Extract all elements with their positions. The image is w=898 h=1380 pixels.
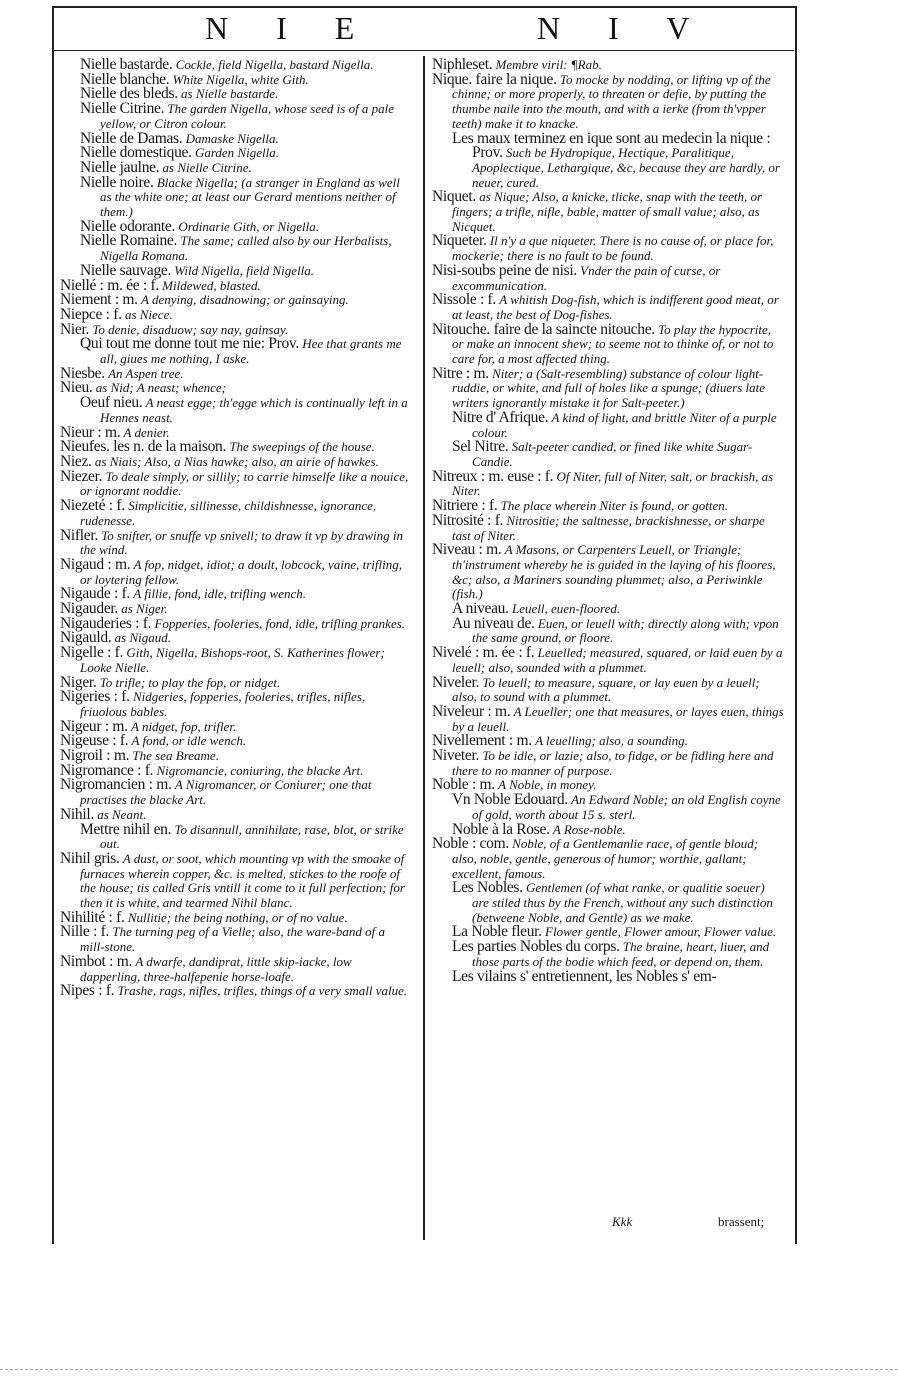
headword: Nieu. (60, 379, 93, 397)
headword: Nigauld. (60, 629, 112, 647)
gloss: The garden Nigella, whose seed is of a pale yellow, or Citron colour. (100, 101, 395, 131)
headword: Nigauder. (60, 600, 118, 618)
dictionary-entry (60, 555, 412, 587)
gloss: Trashe, rags, nifles, trifles, things of a very small value. (117, 983, 408, 999)
gloss: The sea Breame. (132, 748, 219, 764)
headword: Qui tout me donne tout me nie: Prov. (80, 335, 299, 353)
headword: Au niveau de. (452, 614, 535, 632)
headword: Niveleur : m. (432, 702, 511, 720)
headword: Nielle domestique. (80, 144, 192, 162)
gloss: Wild Nigella, field Nigella. (174, 262, 315, 278)
headword: Nitre d' Afrique. (452, 408, 549, 426)
headword: Niement : m. (60, 291, 138, 309)
gloss: A Leueller; one that measures, or layes euen, things by a leuell. (452, 703, 784, 734)
gloss: A kind of light, and brittle Niter of a purple colour. (472, 409, 777, 440)
gloss: The same; called also by our Herbalists, Nigella Romana. (100, 233, 392, 264)
gloss: Hee that grants me all, giues me nothing, I aske. (100, 336, 402, 367)
headword: Les Nobles. (452, 879, 523, 897)
dictionary-entry (60, 452, 412, 470)
gloss: Ordinarie Gith, or Nigella. (178, 218, 320, 234)
gloss: A whitish Dog-fish, which is indifferent good meat, or at least, the best of Dog-fishes. (452, 292, 779, 322)
gloss: A nidget, fop, trifler. (130, 718, 237, 734)
headword: Nihil. (60, 805, 94, 823)
headword: Niveler. (432, 673, 480, 691)
gloss: Blacke Nigella; (a stranger in England as well as the white one; at least our Gerard mentions neither of them.) (100, 174, 400, 220)
gloss: A fop, nidget, idiot; a doult, lobcock, vaine, trifling, or loytering fellow. (80, 556, 402, 587)
gloss: as Niais; Also, a Nias hawke; also, an airie of hawkes. (94, 453, 379, 469)
gloss: Flower gentle, Flower amour, Flower value. (545, 924, 777, 940)
gloss: The turning peg of a Vielle; also, the ware-band of a mill-stone. (80, 924, 385, 955)
gloss: A denier. (123, 424, 170, 440)
headword: Nier. (60, 320, 90, 338)
gloss: as Nid; A neast; whence; (95, 380, 226, 396)
gloss: as Nielle Citrine. (162, 159, 252, 175)
headword: Nille : f. (60, 923, 110, 941)
catchword: brassent; (718, 1214, 765, 1229)
dictionary-entry (432, 261, 784, 293)
headword: Niquet. (432, 188, 476, 206)
dictionary-entry (432, 646, 784, 675)
gloss: Cockle, field Nigella, bastard Nigella. (175, 57, 374, 72)
dictionary-entry (432, 881, 784, 925)
headword: Nielle sauvage. (80, 261, 172, 279)
header-rule (53, 50, 794, 51)
gloss: Il n'y a que niqueter. There is no cause of, or place for, mockerie; there is no fault to be found. (452, 233, 774, 264)
headword: Niezeté : f. (60, 497, 125, 515)
gloss: Membre viril: ¶Rab. (495, 57, 602, 72)
right-column (432, 58, 784, 984)
gloss: To mocke by nodding, or lifting vp of the chinne; or more properly, to threaten or defie, by putting the thumbe naile into the mouth, and with a ierke (from th'vpper teeth) make it to knacke. (452, 71, 771, 131)
gloss: An Edward Noble; an old English coyne of gold, worth about 15 s. sterl. (472, 792, 781, 822)
gloss: as Nigaud. (114, 630, 172, 646)
gloss: Nitrositie; the saltnesse, brackishnesse, or sharpe tast of Niter. (452, 512, 765, 543)
gloss: Gentlemen (of what ranke, or qualitie soeuer) are stiled thus by the French, without any such distinction (betweene Noble, and Gentle) as we make. (472, 880, 773, 925)
headword: Nipes : f. (60, 982, 115, 1000)
gloss: The place wherein Niter is found, or gotten. (500, 498, 729, 514)
gloss: A fond, or idle wench. (131, 733, 247, 749)
gloss: Nigromancie, coniuring, the blacke Art. (156, 762, 364, 778)
gloss: A Rose-noble. (552, 821, 626, 837)
dictionary-entry (60, 925, 412, 954)
gloss: as Niece. (124, 306, 173, 322)
gloss: Leuell, euen-floored. (511, 601, 621, 617)
dictionary-entry (60, 820, 412, 852)
dictionary-entry (432, 793, 784, 822)
dictionary-entry (60, 690, 412, 719)
headword: Nigauderies : f. (60, 614, 152, 632)
headword: Nitreux : m. euse : f. (432, 467, 554, 485)
gloss: To snifter, or snuffe vp snivell; to draw it vp by drawing in the wind. (80, 527, 403, 558)
dictionary-entry (60, 849, 412, 911)
gloss: Salt-peeter candied, or fined like white Sugar-Candie. (472, 439, 753, 469)
gloss: Fopperies, fooleries, fond, idle, trifling prankes. (154, 615, 406, 631)
dictionary-entry (60, 467, 412, 499)
headword: Noble : com. (432, 835, 509, 853)
gloss: The sweepings of the house. (229, 439, 375, 455)
headword: Niveter. (432, 747, 480, 765)
headword: Niveau : m. (432, 541, 502, 559)
dictionary-entry (60, 305, 412, 323)
headword: Nigeries : f. (60, 688, 130, 706)
headword: Nigelle : f. (60, 644, 124, 662)
dictionary-entry (432, 614, 784, 646)
gloss: Nullitie; the being nothing, or of no value. (127, 909, 348, 925)
headword: Nique. faire la nique. (432, 70, 557, 88)
dictionary-entry (60, 102, 412, 131)
dictionary-entry (60, 396, 412, 425)
headword: Nielle Citrine. (80, 100, 165, 118)
headword: Nigaud : m. (60, 555, 131, 573)
gloss: To trifle; to play the fop, or nidget. (99, 674, 281, 690)
gloss: Such be Hydropique, Hectique, Paralitique, Apoplectique, Lethargique, &c, because they are hardly, or neuer, cured. (472, 145, 780, 190)
gloss: A Nigromancer, or Coniurer; one that practises the blacke Art. (80, 777, 372, 808)
headword: Nigromancien : m. (60, 776, 172, 794)
dictionary-entry (60, 173, 412, 220)
dictionary-entry (432, 320, 784, 367)
headword: Nielle bastarde. (80, 56, 173, 73)
headword: Nigeuse : f. (60, 732, 129, 750)
running-head-left: N I E (205, 10, 375, 46)
headword: Nitrosité : f. (432, 511, 504, 529)
headword: Sel Nitre. (452, 438, 509, 456)
gloss: White Nigella, white Gith. (172, 71, 309, 87)
gloss: Damaske Nigella. (185, 130, 279, 146)
dictionary-entry (432, 543, 784, 602)
headword: Niellé : m. ée : f. (60, 276, 159, 294)
left-column (60, 58, 412, 999)
dictionary-entry (60, 984, 412, 999)
gloss: Niter; a (Salt-resembling) substance of colour light-ruddie, or white, and full of holes like a spunge; (diuers late writers ignorantly mistake it for Salt-peeter.) (452, 365, 766, 411)
gloss: A Masons, or Carpenters Leuell, or Triangle; th'instrument whereby he is guided in the laying of his floores, &c; also, a Mariners sounding plummet; also, a Periwinkle (fish.) (452, 542, 776, 602)
gloss: Of Niter, full of Niter, salt, or brackish, as Niter. (452, 468, 774, 499)
gloss: A fillie, fond, idle, trifling wench. (133, 586, 306, 602)
dictionary-entry (432, 467, 784, 499)
headword: Nitouche. faire de la saincte nitouche. (432, 320, 655, 338)
headword: A niveau. (452, 600, 509, 618)
gloss: Garden Nigella. (194, 145, 279, 161)
gloss: To denie, disaduow; say nay, gainsay. (92, 321, 289, 337)
gloss: A dwarfe, dandiprat, little skip-iacke, low dapperling, three-halfepenie horse-loafe. (80, 953, 352, 984)
gloss: To disannull, annihilate, rase, blot, or strike out. (100, 821, 404, 852)
dictionary-entry (60, 337, 412, 366)
dictionary-entry (60, 952, 412, 984)
dictionary-entry (432, 967, 784, 985)
headword: Nivelé : m. ée : f. (432, 644, 535, 662)
gloss: as Nielle bastarde. (181, 86, 279, 102)
dictionary-entry (432, 749, 784, 778)
dictionary-entry (432, 440, 784, 469)
headword: Mettre nihil en. (80, 820, 172, 838)
gloss: A leuelling; also, a sounding. (535, 733, 688, 749)
headword: Nielle de Damas. (80, 129, 183, 147)
gloss: Noble, of a Gentlemanlie race, of gentle bloud; also, noble, gentle, generous of humor; worthie, gallant; excellent, famous. (452, 836, 759, 881)
headword: Nivellement : m. (432, 732, 532, 750)
headword: Nifler. (60, 526, 98, 544)
headword: Nigroil : m. (60, 747, 130, 765)
headword: Nielle noire. (80, 173, 154, 191)
headword: Nisi-soubs peine de nisi. (432, 261, 577, 279)
dictionary-entry (60, 499, 412, 528)
dictionary-entry (432, 511, 784, 543)
gloss: To leuell; to measure, square, or lay euen by a leuell; also, to sound with a plummet. (452, 674, 760, 705)
gloss: Mildewed, blasted. (162, 277, 261, 293)
running-head-right: N I V (537, 10, 710, 46)
gloss: An Aspen tree. (108, 365, 184, 381)
dictionary-entry (432, 734, 784, 749)
dictionary-entry (432, 364, 784, 411)
headword: Les parties Nobles du corps. (452, 938, 620, 956)
headword: Nimbot : m. (60, 952, 133, 970)
gloss: Nidgeries, fopperies, fooleries, trifles, nifles, friuolous bables. (80, 689, 366, 719)
headword: La Noble fleur. (452, 923, 542, 941)
headword: Niger. (60, 673, 97, 691)
headword: Nitriere : f. (432, 497, 498, 515)
dictionary-entry (432, 293, 784, 322)
column-divider (423, 56, 425, 1240)
gloss: A neast egge; th'egge which is continually left in a Hennes neast. (100, 395, 408, 425)
dictionary-entry (60, 234, 412, 263)
gloss: A denying, disadnowing; or gainsaying. (141, 292, 349, 308)
headword: Nielle jaulne. (80, 158, 160, 176)
headword: Nitre : m. (432, 364, 489, 382)
headword: Nihil gris. (60, 849, 120, 867)
headword: Vn Noble Edouard. (452, 791, 568, 809)
dictionary-entry (432, 837, 784, 881)
gloss: Euen, or leuell with; directly along with; vpon the same ground, or floore. (472, 615, 779, 646)
dictionary-entry (60, 778, 412, 807)
dictionary-entry (432, 702, 784, 734)
dictionary-entry (432, 673, 784, 705)
headword: Niphleset. (432, 56, 493, 73)
dictionary-entry (60, 646, 412, 675)
headword: Niez. (60, 452, 92, 470)
dictionary-entry (432, 190, 784, 234)
headword: Nigaude : f. (60, 585, 131, 603)
gloss: Gith, Nigella, Bishops-root, S. Katherines flower; Looke Nielle. (80, 645, 385, 675)
dictionary-entry (60, 440, 412, 455)
dictionary-entry (432, 70, 784, 132)
headword: Nihilité : f. (60, 908, 125, 926)
gloss: To play the hypocrite, or make an innocent shew; to seeme not to thinke of, or not to care for, a most affected thing. (452, 321, 774, 367)
gloss: as Niger. (121, 601, 168, 617)
gloss: as Neant. (97, 806, 147, 822)
dictionary-entry (432, 129, 784, 191)
gloss: Simplicitie, sillinesse, childishnesse, ignorance, rudenesse. (80, 498, 377, 528)
headword: Les vilains s' entretiennent, les Nobles s' em- (452, 967, 717, 985)
headword: Nielle odorante. (80, 217, 176, 235)
signature-mark: Kkk (612, 1214, 633, 1229)
headword: Niqueter. (432, 232, 487, 250)
dictionary-entry (432, 940, 784, 969)
headword: Niezer. (60, 467, 103, 485)
gloss: To deale simply, or sillily; to carrie himselfe like a nouice, or ignorant noddie. (80, 468, 409, 499)
headword: Les maux terminez en ique sont au medecin la nique : Prov. (452, 129, 771, 162)
gloss: A Noble, in money. (498, 777, 597, 793)
dictionary-entry (60, 526, 412, 558)
headword: Oeuf nieu. (80, 394, 143, 412)
headword: Nissole : f. (432, 291, 496, 309)
gloss: To be idle, or lazie; also, to fidge, or be fidling here and there to no manner of purpose. (452, 748, 774, 778)
dictionary-entry (432, 408, 784, 440)
gloss: A dust, or soot, which mounting vp with the smoake of furnaces wherein copper, &c. is melted, stickes to the roofe of the house; tis called Gris vntill it come to it full perfection; for then it is white, and tearmed Nihil blanc. (80, 850, 405, 911)
headword: Nigromance : f. (60, 761, 154, 779)
headword: Nieufes. les n. de la maison. (60, 438, 227, 456)
headword: Nigeur : m. (60, 717, 128, 735)
headword: Noble à la Rose. (452, 820, 550, 838)
headword: Nieur : m. (60, 423, 121, 441)
headword: Niepce : f. (60, 305, 122, 323)
gloss: Leuelled; measured, squared, or laid euen by a leuell; also, sounded with a plummet. (452, 645, 783, 675)
gloss: Vnder the pain of curse, or excommunication. (452, 262, 721, 293)
gloss: The braine, heart, liuer, and those parts of the bodie which feed, or depend on, them. (472, 939, 770, 969)
headword: Noble : m. (432, 776, 495, 794)
headword: Nielle blanche. (80, 70, 170, 88)
headword: Nielle Romaine. (80, 232, 178, 250)
scan-edge (0, 1369, 898, 1370)
dictionary-entry (432, 234, 784, 263)
gloss: as Nique; Also, a knicke, tlicke, snap with the teeth, or fingers; a trifle, nifle, bable, matter of small value; also, as Nicquet. (452, 189, 763, 234)
headword: Niesbe. (60, 364, 105, 382)
headword: Nielle des bleds. (80, 85, 178, 103)
